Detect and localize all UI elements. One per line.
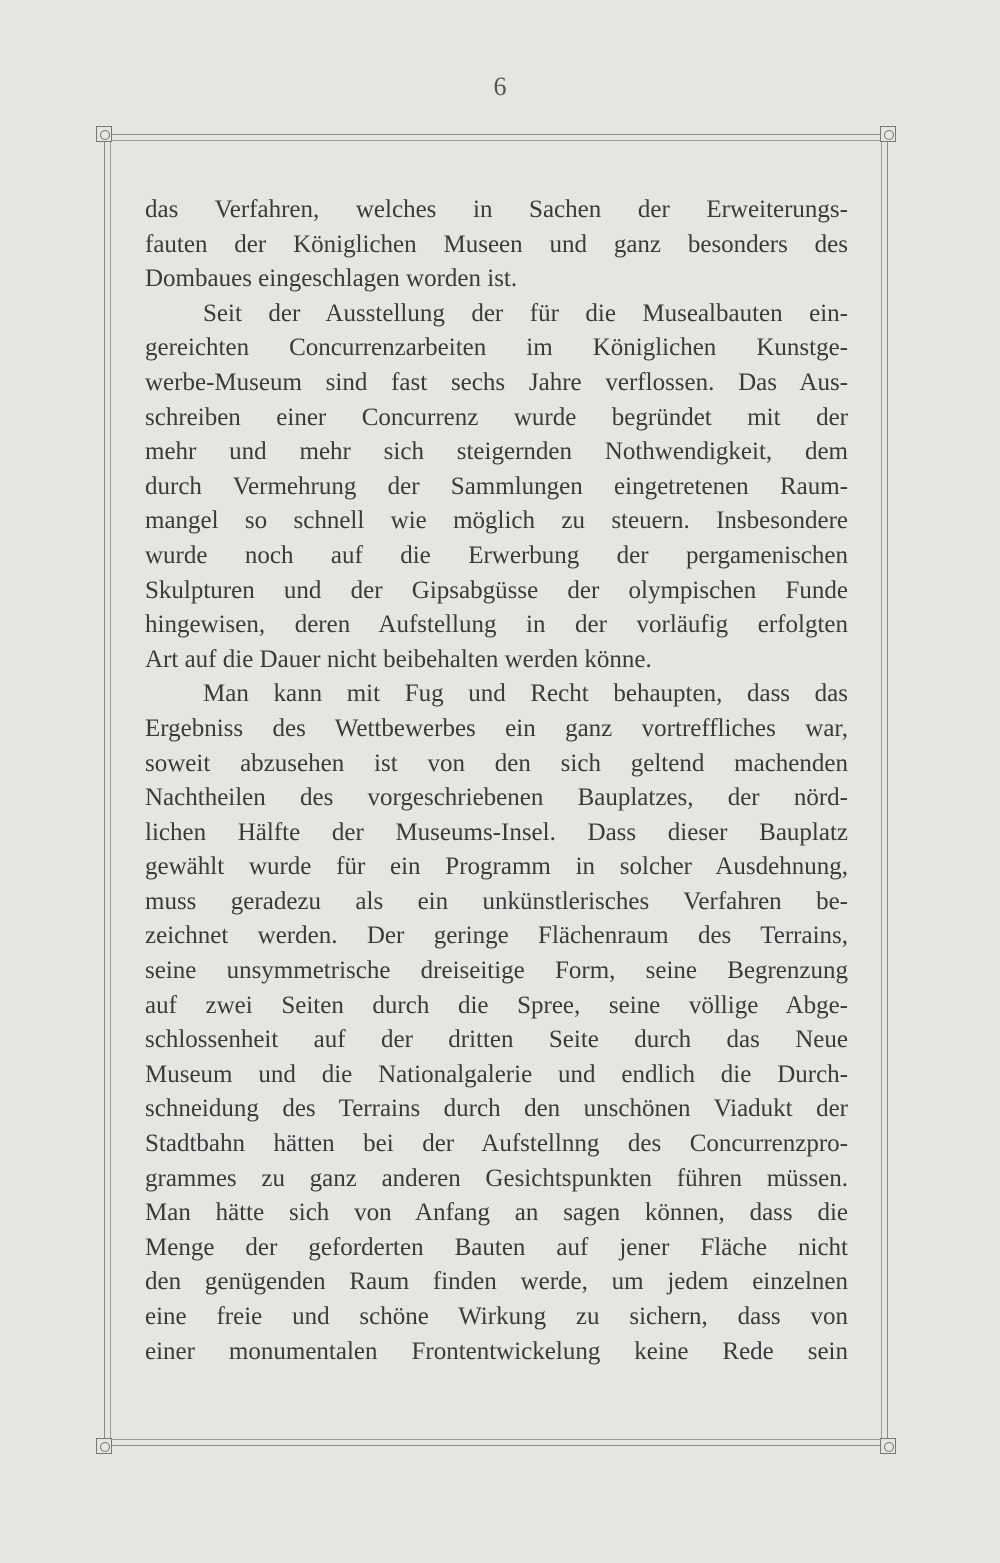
text-line: das Verfahren, welches in Sachen der Erweiterungs- xyxy=(145,196,848,223)
text-line: eine freie und schöne Wirkung zu sichern, dass von xyxy=(145,1303,848,1330)
text-line: muss geradezu als ein unkünstlerisches Verfahren be- xyxy=(145,887,848,915)
text-line: soweit abzusehen ist von den sich geltend machenden xyxy=(145,749,848,777)
text-line: Dombaues eingeschlagen worden ist. xyxy=(145,265,518,293)
text-line: lichen Hälfte der Museums-Insel. Dass dieser Bauplatz xyxy=(145,818,848,846)
text-line: gereichten Concurrenzarbeiten im Königlichen Kunstge- xyxy=(145,334,848,362)
corner-ornament-icon xyxy=(96,126,112,142)
text-line: Seit der Ausstellung der für die Musealbauten ein- xyxy=(203,299,848,327)
text-line: werbe-Museum sind fast sechs Jahre verflossen. Das Aus- xyxy=(145,368,848,396)
text-line: auf zwei Seiten durch die Spree, seine völlige Abge- xyxy=(145,991,848,1019)
body-text xyxy=(145,193,848,1369)
text-line: grammes zu ganz anderen Gesichtspunkten führen müssen. xyxy=(145,1164,848,1192)
text-line: Man hätte sich von Anfang an sagen können, dass die xyxy=(145,1199,848,1227)
text-line: Nachtheilen des vorgeschriebenen Bauplatzes, der nörd- xyxy=(145,784,848,812)
corner-ornament-icon xyxy=(96,1438,112,1454)
text-line: fauten der Königlichen Museen und ganz besonders des xyxy=(145,230,848,258)
text-line: Art auf die Dauer nicht beibehalten werden könne. xyxy=(145,645,652,673)
corner-ornament-icon xyxy=(880,126,896,142)
page-number: 6 xyxy=(493,72,507,101)
text-line: mehr und mehr sich steigernden Nothwendigkeit, dem xyxy=(145,438,848,466)
text-line: mangel so schnell wie möglich zu steuern. Insbesondere xyxy=(145,507,848,535)
text-line: seine unsymmetrische dreiseitige Form, seine Begrenzung xyxy=(145,957,848,985)
text-line: wurde noch auf die Erwerbung der pergamenischen xyxy=(145,541,848,569)
text-line: Man kann mit Fug und Recht behaupten, dass das xyxy=(203,680,848,708)
text-line: durch Vermehrung der Sammlungen eingetretenen Raum- xyxy=(145,472,848,500)
text-line: den genügenden Raum finden werde, um jedem einzelnen xyxy=(145,1268,848,1296)
text-line: schlossenheit auf der dritten Seite durch das Neue xyxy=(145,1026,848,1054)
text-line: schreiben einer Concurrenz wurde begründet mit der xyxy=(145,403,848,431)
text-line: Skulpturen und der Gipsabgüsse der olympischen Funde xyxy=(145,576,848,604)
text-line: Ergebniss des Wettbewerbes ein ganz vortreffliches war, xyxy=(145,714,848,742)
text-line: schneidung des Terrains durch den unschönen Viadukt der xyxy=(145,1095,848,1123)
text-line: gewählt wurde für ein Programm in solcher Ausdehnung, xyxy=(145,853,848,881)
text-line: hingewisen, deren Aufstellung in der vorläufig erfolgten xyxy=(145,611,848,639)
corner-ornament-icon xyxy=(880,1438,896,1454)
text-line: Menge der geforderten Bauten auf jener Fläche nicht xyxy=(145,1233,848,1261)
text-line: zeichnet werden. Der geringe Flächenraum des Terrains, xyxy=(145,922,848,950)
text-line: Stadtbahn hätten bei der Aufstellnng des Concurrenzpro- xyxy=(145,1130,848,1158)
text-line: Museum und die Nationalgalerie und endlich die Durch- xyxy=(145,1060,848,1088)
text-line: einer monumentalen Frontentwickelung keine Rede sein xyxy=(145,1337,848,1365)
